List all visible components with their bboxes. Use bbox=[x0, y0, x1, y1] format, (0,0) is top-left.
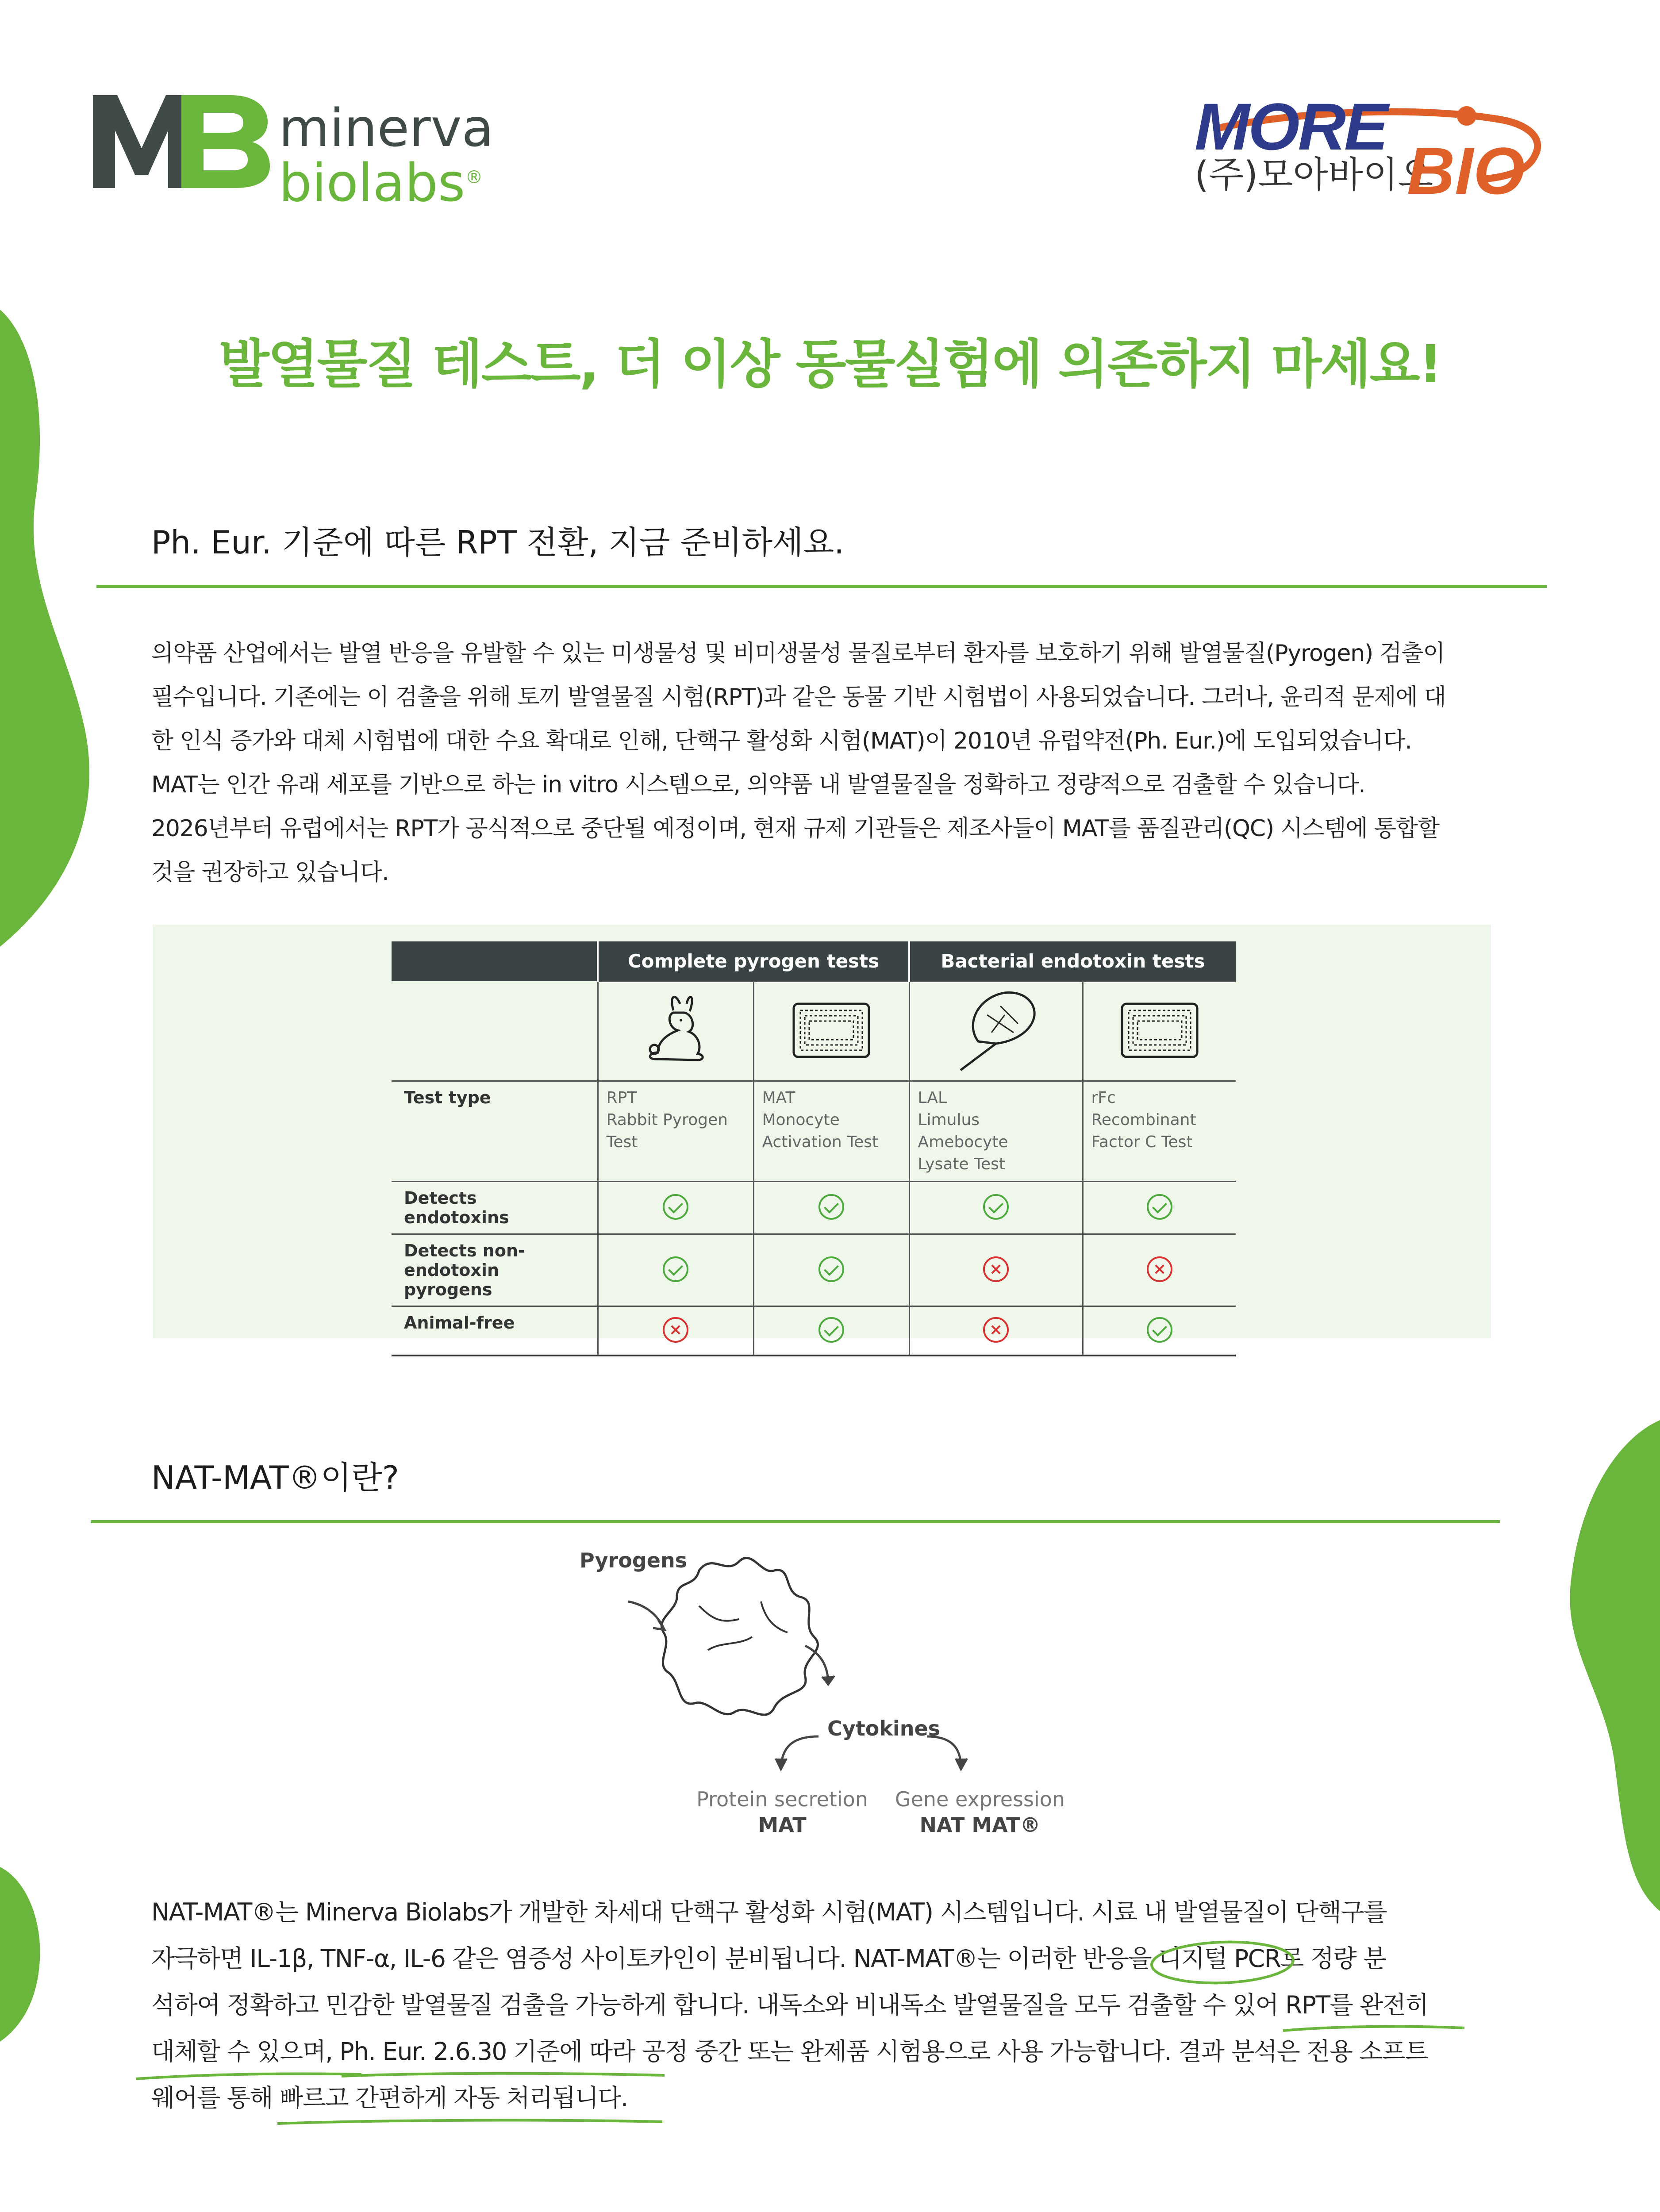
paragraph-line: 것을 권장하고 있습니다. bbox=[151, 859, 389, 886]
cytokines-label: Cytokines bbox=[827, 1717, 941, 1740]
mb-logo-mark bbox=[93, 95, 270, 188]
morebio-korean-name: (주)모아바이오 bbox=[1195, 154, 1433, 196]
highlight-digital-pcr: 디지털 PCR bbox=[1158, 1944, 1280, 1973]
pyrogen-test-comparison-table bbox=[392, 941, 1236, 1356]
mark-cell bbox=[753, 1234, 909, 1306]
row-label: Test type bbox=[392, 1081, 598, 1181]
mark-cell bbox=[1083, 1181, 1236, 1234]
morebio-more-word: MORE bbox=[1195, 89, 1387, 164]
paragraph-line: NAT-MAT®는 Minerva Biolabs가 개발한 차세대 단핵구 활성화 시험(MAT) 시스템입니다. 시료 내 발열물질이 단핵구를 bbox=[151, 1898, 1387, 1926]
table-row-animal-free bbox=[392, 1306, 1236, 1356]
mark-cell bbox=[1083, 1306, 1236, 1356]
highlight-auto-processing: 빠르고 간편하게 자동 처리됩니다. bbox=[280, 2084, 628, 2112]
table-icon-row bbox=[392, 981, 1236, 1081]
section-divider bbox=[91, 1520, 1500, 1523]
test-type-rfc: rFc Recombinant Factor C Test bbox=[1083, 1081, 1236, 1181]
nat-mat-paragraph bbox=[151, 1889, 1492, 2121]
check-icon bbox=[1147, 1194, 1172, 1220]
check-icon bbox=[663, 1256, 688, 1282]
section-title-nat-mat: NAT-MAT®이란? bbox=[151, 1459, 399, 1496]
page-title: 발열물질 테스트, 더 이상 동물실험에 의존하지 마세요! bbox=[219, 334, 1441, 395]
highlight-replace-rpt: RPT를 완전히 bbox=[1285, 1991, 1428, 2019]
nat-mat-diagram bbox=[553, 1535, 1106, 1854]
minerva-wordmark bbox=[279, 97, 494, 213]
intro-paragraph bbox=[151, 632, 1492, 895]
icon-row-label bbox=[392, 981, 598, 1081]
mark-cell bbox=[1083, 1234, 1236, 1306]
check-icon bbox=[818, 1194, 844, 1220]
highlight-can-replace: 대체할 수 있으며 bbox=[151, 2037, 325, 2066]
test-type-rpt: RPT Rabbit Pyrogen Test bbox=[598, 1081, 753, 1181]
cross-icon bbox=[983, 1317, 1009, 1343]
table-row-endotoxins bbox=[392, 1181, 1236, 1234]
cross-icon bbox=[983, 1256, 1009, 1282]
morebio-bio-word: BIO bbox=[1407, 134, 1525, 208]
microplate-icon bbox=[1120, 1002, 1199, 1059]
right-green-blob bbox=[1544, 1420, 1660, 1916]
horseshoe-crab-icon-cell bbox=[909, 981, 1083, 1081]
cross-icon bbox=[1147, 1256, 1172, 1282]
test-type-mat: MAT Monocyte Activation Test bbox=[753, 1081, 909, 1181]
underline-highlight bbox=[275, 2116, 665, 2129]
microplate-icon-cell bbox=[753, 981, 909, 1081]
left-small-blob bbox=[0, 1867, 44, 2044]
mat-label: MAT bbox=[758, 1813, 807, 1837]
check-icon bbox=[663, 1194, 688, 1220]
horseshoe-crab-icon bbox=[952, 988, 1040, 1072]
nat-mat-label: NAT MAT® bbox=[919, 1813, 1041, 1837]
header-blank-cell bbox=[392, 941, 598, 981]
section-title-rpt: Ph. Eur. 기준에 따른 RPT 전환, 지금 준비하세요. bbox=[151, 524, 845, 561]
microplate-icon bbox=[792, 1002, 871, 1059]
table-row-test-type bbox=[392, 1081, 1236, 1181]
mark-cell bbox=[598, 1234, 753, 1306]
check-icon bbox=[818, 1317, 844, 1343]
row-label: Detects endotoxins bbox=[392, 1181, 598, 1234]
circle-highlight bbox=[1149, 1938, 1300, 1987]
cross-icon bbox=[663, 1317, 688, 1343]
morebio-logo bbox=[1190, 84, 1544, 208]
row-label: Animal-free bbox=[392, 1306, 598, 1356]
comparison-table-panel bbox=[153, 925, 1491, 1338]
minerva-word: minerva bbox=[279, 97, 494, 158]
row-label: Detects non-endotoxin pyrogens bbox=[392, 1234, 598, 1306]
mark-cell bbox=[909, 1306, 1083, 1356]
mark-cell bbox=[753, 1306, 909, 1356]
table-header-row bbox=[392, 941, 1236, 981]
mark-cell bbox=[909, 1234, 1083, 1306]
protein-secretion-label: Protein secretion bbox=[696, 1787, 868, 1811]
gene-expression-label: Gene expression bbox=[895, 1787, 1065, 1811]
test-type-lal: LAL Limulus Amebocyte Lysate Test bbox=[909, 1081, 1083, 1181]
highlight-ph-eur: Ph. Eur. 2.6.30 기준에 따라 bbox=[339, 2037, 635, 2066]
minerva-biolabs-logo bbox=[93, 91, 494, 213]
mark-cell bbox=[598, 1306, 753, 1356]
check-icon bbox=[1147, 1317, 1172, 1343]
pyrogens-label: Pyrogens bbox=[580, 1548, 688, 1572]
paragraph-line: MAT는 인간 유래 세포를 기반으로 하는 in vitro 시스템으로, 의약품 내 발열물질을 정확하고 정량적으로 검출할 수 있습니다. bbox=[151, 772, 1365, 798]
table-row-non-endotoxin bbox=[392, 1234, 1236, 1306]
underline-highlight bbox=[1281, 2022, 1467, 2035]
mark-cell bbox=[753, 1181, 909, 1234]
paragraph-line: 의약품 산업에서는 발열 반응을 유발할 수 있는 미생물성 및 비미생물성 물질로부터 환자를 보호하기 위해 발열물질(Pyrogen) 검출이 bbox=[151, 640, 1445, 667]
underline-highlight bbox=[339, 2069, 667, 2082]
rabbit-icon-cell bbox=[598, 981, 753, 1081]
section-divider bbox=[96, 585, 1547, 588]
header-bacterial-endotoxin-tests: Bacterial endotoxin tests bbox=[909, 941, 1236, 981]
paragraph-line: 자극하면 IL-1β, TNF-α, IL-6 같은 염증성 사이토카인이 분비됩니다. NAT-MAT®는 이러한 반응을 디지털 PCR 로 정량 분 bbox=[151, 1936, 1492, 1982]
mark-cell bbox=[909, 1181, 1083, 1234]
header-complete-pyrogen-tests: Complete pyrogen tests bbox=[598, 941, 909, 981]
paragraph-line: 필수입니다. 기존에는 이 검출을 위해 토끼 발열물질 시험(RPT)과 같은 동물 기반 시험법이 사용되었습니다. 그러나, 윤리적 문제에 대 bbox=[151, 684, 1446, 710]
left-green-blob bbox=[0, 310, 106, 951]
rabbit-icon bbox=[631, 993, 720, 1068]
paragraph-line: 석하여 정확하고 민감한 발열물질 검출을 가능하게 합니다. 내독소와 비내독소 발열물질을 모두 검출할 수 있어 RPT를 완전히 bbox=[151, 1982, 1492, 2028]
check-icon bbox=[818, 1256, 844, 1282]
paragraph-line: 2026년부터 유럽에서는 RPT가 공식적으로 중단될 예정이며, 현재 규제 기관들은 제조사들이 MAT를 품질관리(QC) 시스템에 통합할 bbox=[151, 815, 1439, 842]
underline-highlight bbox=[134, 2069, 364, 2082]
paragraph-line: 웨어를 통해 빠르고 간편하게 자동 처리됩니다. bbox=[151, 2075, 1492, 2121]
mark-cell bbox=[598, 1181, 753, 1234]
biolabs-word: biolabs® bbox=[279, 152, 483, 213]
microplate-icon-cell bbox=[1083, 981, 1236, 1081]
paragraph-line: 한 인식 증가와 대체 시험법에 대한 수요 확대로 인해, 단핵구 활성화 시험(MAT)이 2010년 유럽약전(Ph. Eur.)에 도입되었습니다. bbox=[151, 728, 1412, 754]
paragraph-line: 대체할 수 있으며 , Ph. Eur. 2.6.30 기준에 따라 공정 중간 또는 완제품 시험용으로 사용 가능합니다. 결과 분석은 전용 소프트 bbox=[151, 2028, 1492, 2075]
check-icon bbox=[983, 1194, 1009, 1220]
